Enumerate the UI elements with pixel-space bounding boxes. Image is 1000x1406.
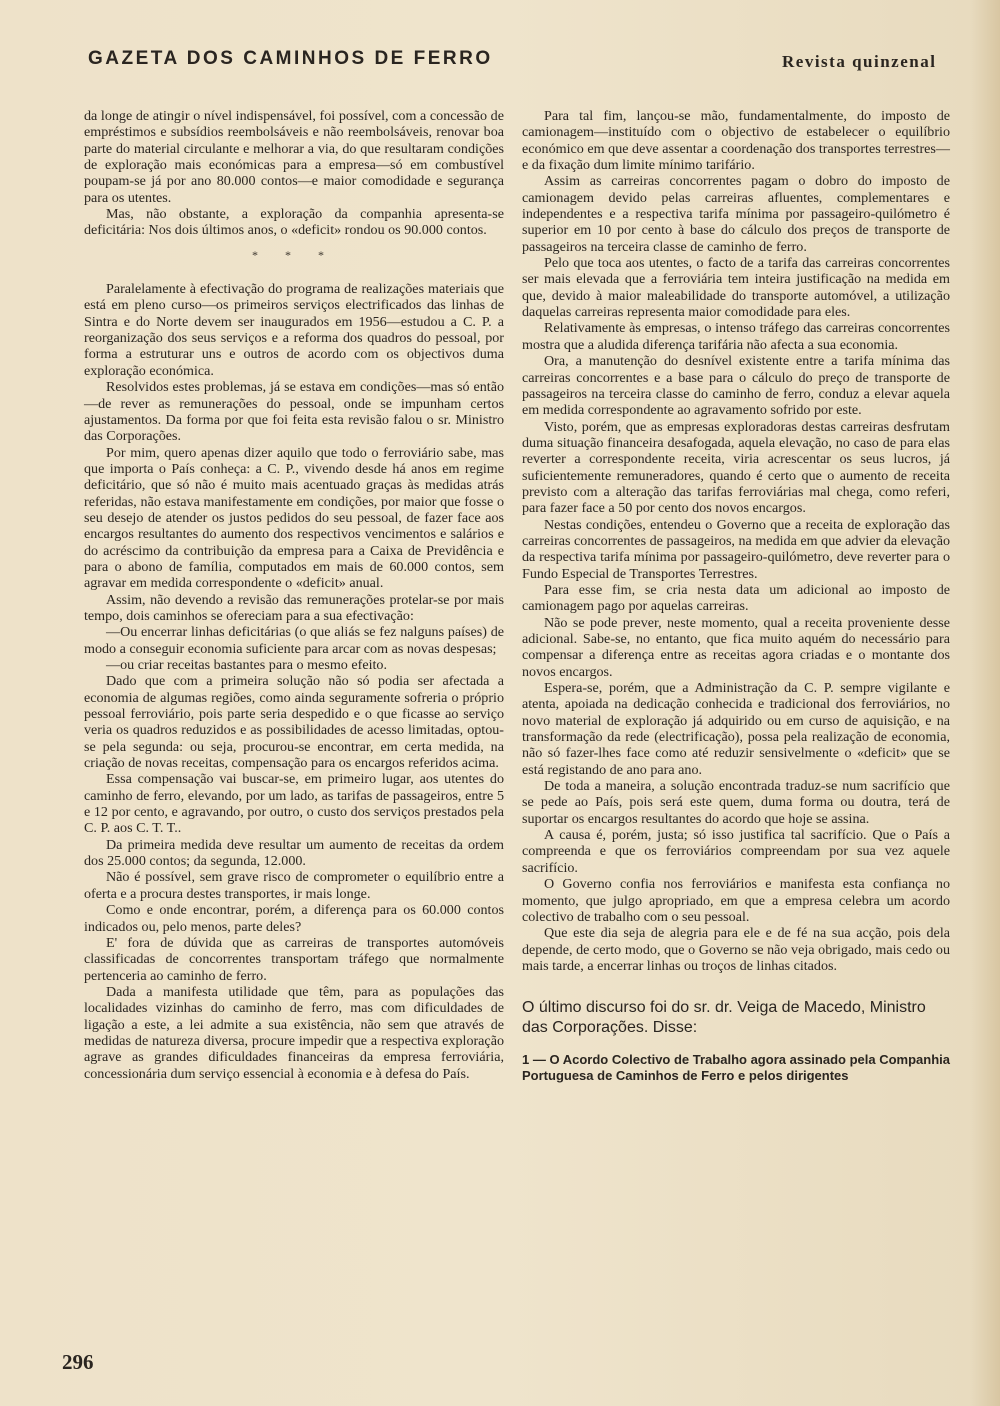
paragraph: Mas, não obstante, a exploração da companhia apresenta-se deficitária: Nos dois últimos anos, o «deficit» rondou os 90.000 contos. xyxy=(84,206,504,239)
paragraph: Da primeira medida deve resultar um aumento de receitas da ordem dos 25.000 contos; da segunda, 12.000. xyxy=(84,836,504,870)
paragraph: Nestas condições, entendeu o Governo que a receita de exploração das carreiras concorrentes de passageiros, na medida em que advier da elevação da respectiva tarifa mínima por passageiro-quilómetro, deve reverter para o Fundo Especial de Transportes Terrestres. xyxy=(522,516,950,582)
masthead-subtitle: Revista quinzenal xyxy=(782,52,937,71)
paragraph: Para esse fim, se cria nesta data um adicional ao imposto de camionagem pago por aquelas carreiras. xyxy=(522,581,950,615)
paragraph: Dado que com a primeira solução não só podia ser afectada a economia de algumas regiões, como ainda seguramente sofreria o próprio pessoal ferroviário, pois parte seria despedido e o que ficasse ao serviço veria os quadros reduzidos e as possibilidades de acesso limitadas, optou-se pela segunda: ou seja, procurou-se encontrar, em certa medida, na criação de novas receitas, compensação para os encargos referidos acima. xyxy=(84,673,504,772)
paragraph: Espera-se, porém, que a Administração da C. P. sempre vigilante e atenta, apoiada na dedicação conhecida e tradicional dos ferroviários, no novo material de exploração já adquirido ou em curso de aquisição, e na transformação da rede (electrificação), possa pela realização de economia, não só fazer-lhes face como até reduzir sensivelmente o «deficit» que se está registando de ano para ano. xyxy=(522,680,950,778)
paragraph: Assim, não devendo a revisão das remunerações protelar-se por mais tempo, dois caminhos se ofereciam para a sua efectivação: xyxy=(84,591,504,624)
paragraph: Dada a manifesta utilidade que têm, para as populações das localidades vizinhas do caminho de ferro, mas com dificuldades de ligação a este, a lei admite a sua existência, não sem que através de medidas de natureza diversa, procure impedir que a respectiva exploração agrave as grandes dificuldades financeiras da empresa ferroviária, concessionária dum serviço essencial à economia e à defesa do País. xyxy=(84,983,504,1082)
paragraph: Ora, a manutenção do desnível existente entre a tarifa mínima das carreiras concorrentes e a base para o cálculo do preço de transporte de passageiros na terceira classe do caminho de ferro, conduz a elevar aquela em medida correspondente ao agravamento sofrido por este. xyxy=(522,353,950,419)
paragraph: Assim as carreiras concorrentes pagam o dobro do imposto de camionagem devido pelas carreiras afluentes, complementares e independentes e a respectiva tarifa mínima por passageiro-quilómetro é superior em 10 por cento à base do cálculo dos preços de transporte de passageiros na terceira classe de caminho de ferro. xyxy=(522,173,950,255)
paragraph: Por mim, quero apenas dizer aquilo que todo o ferroviário sabe, mas que importa o País conheça: a C. P., vivendo desde há anos em regime deficitário, que só não é muito mais acentuado graças às medidas atrás referidas, não estava manifestamente em condições, por maior que fosse o seu desejo de atender os justos pedidos do seu pessoal, de fazer face aos encargos resultantes do aumento dos respectivos vencimentos e salários e do acréscimo da contribuição da empresa para a Caixa de Previdência e para o abono de família, computados em mais de 60.000 contos, sem agravar em medida correspondente o «deficit» anual. xyxy=(84,444,504,592)
paragraph: Não se pode prever, neste momento, qual a receita proveniente desse adicional. Sabe-se, no entanto, que fica muito aquém do necessário para compensar a diferença entre as receitas agora criadas e o montante dos novos encargos. xyxy=(522,614,950,680)
paragraph: Pelo que toca aos utentes, o facto de a tarifa das carreiras concorrentes ser mais elevada que a ferroviária tem inteira justificação na medida em que, devido à maior maleabilidade do transporte automóvel, a utilização daquelas carreiras representa maior comodidade para eles. xyxy=(522,255,950,321)
paragraph: E' fora de dúvida que as carreiras de transportes automóveis classificadas de concorrentes transportam tráfego que normalmente pertenceria ao caminho de ferro. xyxy=(84,934,504,984)
paragraph: Paralelamente à efectivação do programa de realizações materiais que está em pleno curso—os primeiros serviços electrificados das linhas de Sintra e do Norte devem ser inaugurados em 1956—estudou a C. P. a reorganização dos seus serviços e a reforma dos quadros do pessoal, por forma a estruturar uns e outros de acordo com os objectivos duma exploração económica. xyxy=(84,281,504,379)
left-column xyxy=(84,108,504,1082)
paragraph: De toda a maneira, a solução encontrada traduz-se num sacrifício que se pede ao País, pois será este quem, duma forma ou doutra, terá de suportar os encargos resultantes do acordo que hoje se assina. xyxy=(522,778,950,827)
paragraph: O Governo confia nos ferroviários e manifesta esta confiança no momento, que julgo apropriado, em que a empresa celebra um acordo colectivo de trabalho com o seu pessoal. xyxy=(522,876,950,925)
section-separator: * * * xyxy=(252,247,336,262)
page-number: 296 xyxy=(62,1350,94,1374)
paragraph: Para tal fim, lançou-se mão, fundamentalmente, do imposto de camionagem—instituído com o objectivo de estabelecer o equilíbrio económico em que deve assentar a coordenação dos transportes terrestres—e da fixação dum limite mínimo tarifário. xyxy=(522,108,950,174)
paragraph: Relativamente às empresas, o intenso tráfego das carreiras concorrentes mostra que a aludida diferença tarifária não afecta a sua economia. xyxy=(522,320,950,353)
right-column xyxy=(522,108,950,1084)
paragraph: Essa compensação vai buscar-se, em primeiro lugar, aos utentes do caminho de ferro, elevando, por um lado, as tarifas de passageiros, entre 5 e 12 por cento, e agravando, por outro, o custo dos serviços prestados pela C. P. aos C. T. T.. xyxy=(84,771,504,837)
paragraph: Não é possível, sem grave risco de comprometer o equilíbrio entre a oferta e a procura destes transportes, ir mais longe. xyxy=(84,869,504,902)
paragraph: —ou criar receitas bastantes para o mesmo efeito. xyxy=(106,657,387,673)
speech-opening-paragraph: 1 — O Acordo Colectivo de Trabalho agora assinado pela Companhia Portuguesa de Caminhos de Ferro e pelos dirigentes xyxy=(522,1052,950,1084)
speech-heading: O último discurso foi do sr. dr. Veiga de Macedo, Ministro das Corporações. Disse: xyxy=(522,999,926,1037)
paragraph: Visto, porém, que as empresas exploradoras destas carreiras desfrutam duma situação financeira desafogada, aquela elevação, no caso de para elas reverter a correspondente receita, viria acrescentar os seus lucros, já suficientemente remuneradores, quando é certo que o aumento de receita previsto com a alteração das tarifas ferroviárias mal chega, como referi, para fazer face a 50 por cento dos novos encargos. xyxy=(522,418,950,517)
paragraph: Que este dia seja de alegria para ele e de fé na sua acção, pois dela depende, de certo modo, que o Governo se não veja obrigado, mais cedo ou mais tarde, a encerrar linhas ou troços de linhas citados. xyxy=(522,925,950,974)
paragraph: Resolvidos estes problemas, já se estava em condições—mas só então—de rever as remunerações do pessoal, onde se impunham certos ajustamentos. Da forma por que foi feita esta revisão falou o sr. Ministro das Corporações. xyxy=(84,379,504,445)
paragraph: da longe de atingir o nível indispensável, foi possível, com a concessão de empréstimos e subsídios reembolsáveis e não reembolsáveis, renovar boa parte do material circulante e melhorar a via, do que resultaram condições de exploração mais económicas para a empresa—só em combustível poupam-se já por ano 80.000 contos—e maior comodidade e segurança para os utentes. xyxy=(84,108,504,206)
paragraph: Como e onde encontrar, porém, a diferença para os 60.000 contos indicados ou, pelo menos, parte deles? xyxy=(84,902,504,935)
paragraph: A causa é, porém, justa; só isso justifica tal sacrifício. Que o País a compreenda e que os ferroviários compreendam por sua vez aquele sacrifício. xyxy=(522,827,950,876)
masthead-title: GAZETA DOS CAMINHOS DE FERRO xyxy=(88,48,493,69)
paragraph: —Ou encerrar linhas deficitárias (o que aliás se fez nalguns países) de modo a conseguir economia suficiente para arcar com as novas despesas; xyxy=(84,624,504,657)
